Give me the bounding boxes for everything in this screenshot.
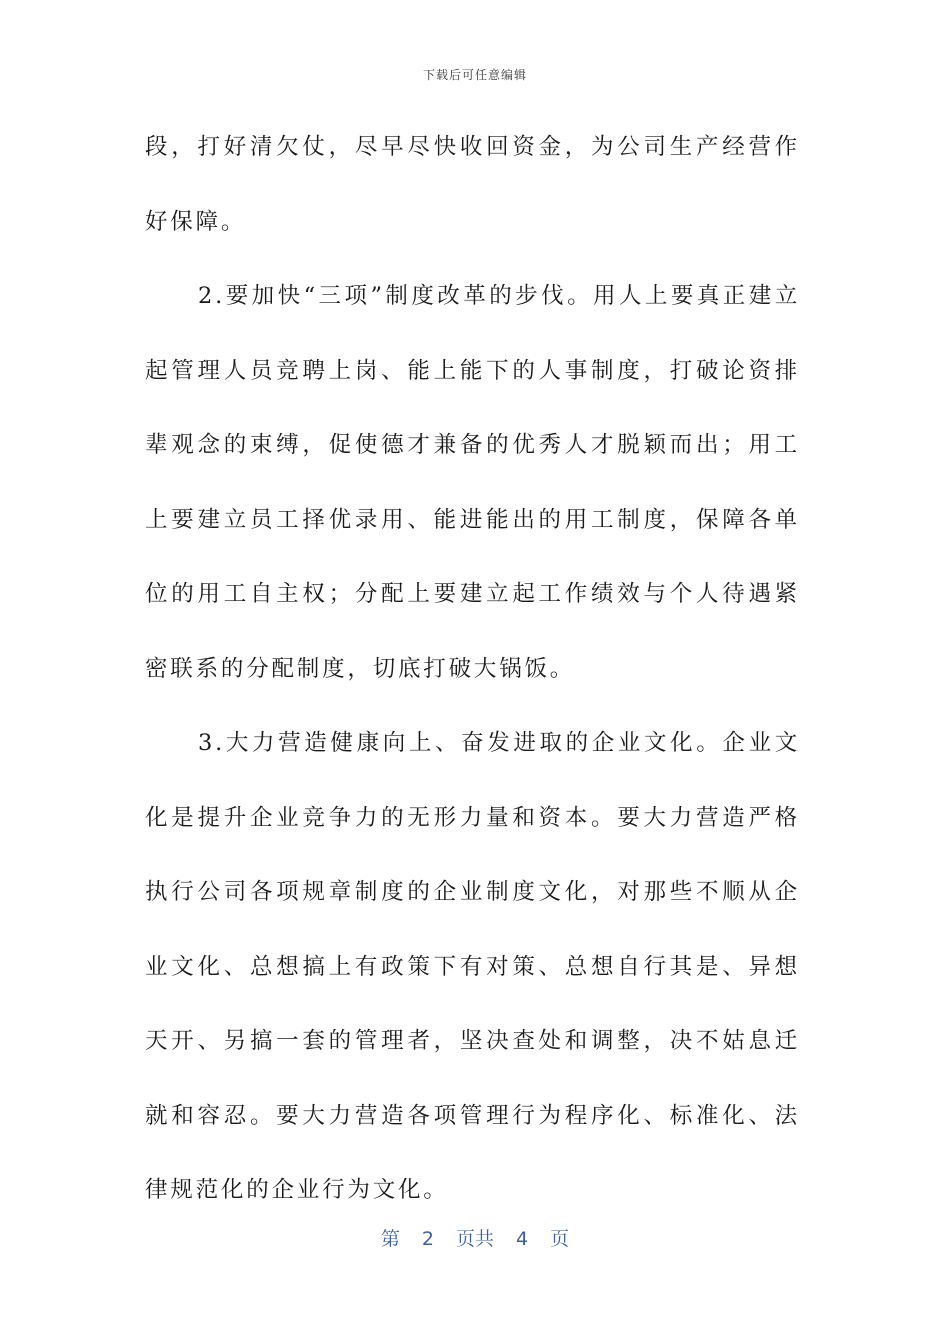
paragraph-item-3: 3.大力营造健康向上、奋发进取的企业文化。企业文化是提升企业竞争力的无形力量和资本。要大力营造严格执行公司各项规章制度的企业制度文化，对那些不顺从企业文化、总想搞上有政策下有对策、总想自行其是、异想天开、另搞一套的管理者，坚决查处和调整，决不姑息迁就和容忍。要大力营造各项管理行为程序化、标准化、法律规范化的企业行为文化。 [145,730,800,1203]
document-body [145,110,800,1228]
footer-middle: 页共 [455,1228,494,1250]
current-page-number: 2 [421,1228,434,1250]
footer-suffix: 页 [550,1228,570,1250]
paragraph-item-2: 2.要加快“三项”制度改革的步伐。用人上要真正建立起管理人员竞聘上岗、能上能下的人事制度，打破论资排辈观念的束缚，促使德才兼备的优秀人才脱颖而出；用工上要建立员工择优录用、能进能出的用工制度，保障各单位的用工自主权；分配上要建立起工作绩效与个人待遇紧密联系的分配制度，切底打破大锅饭。 [145,283,800,682]
total-page-count: 4 [516,1228,529,1250]
page-footer [0,1224,950,1251]
footer-prefix: 第 [380,1228,400,1250]
paragraph-continuation: 段，打好清欠仗，尽早尽快收回资金，为公司生产经营作好保障。 [145,134,800,235]
page-header: 下载后可任意编辑 [422,68,527,82]
